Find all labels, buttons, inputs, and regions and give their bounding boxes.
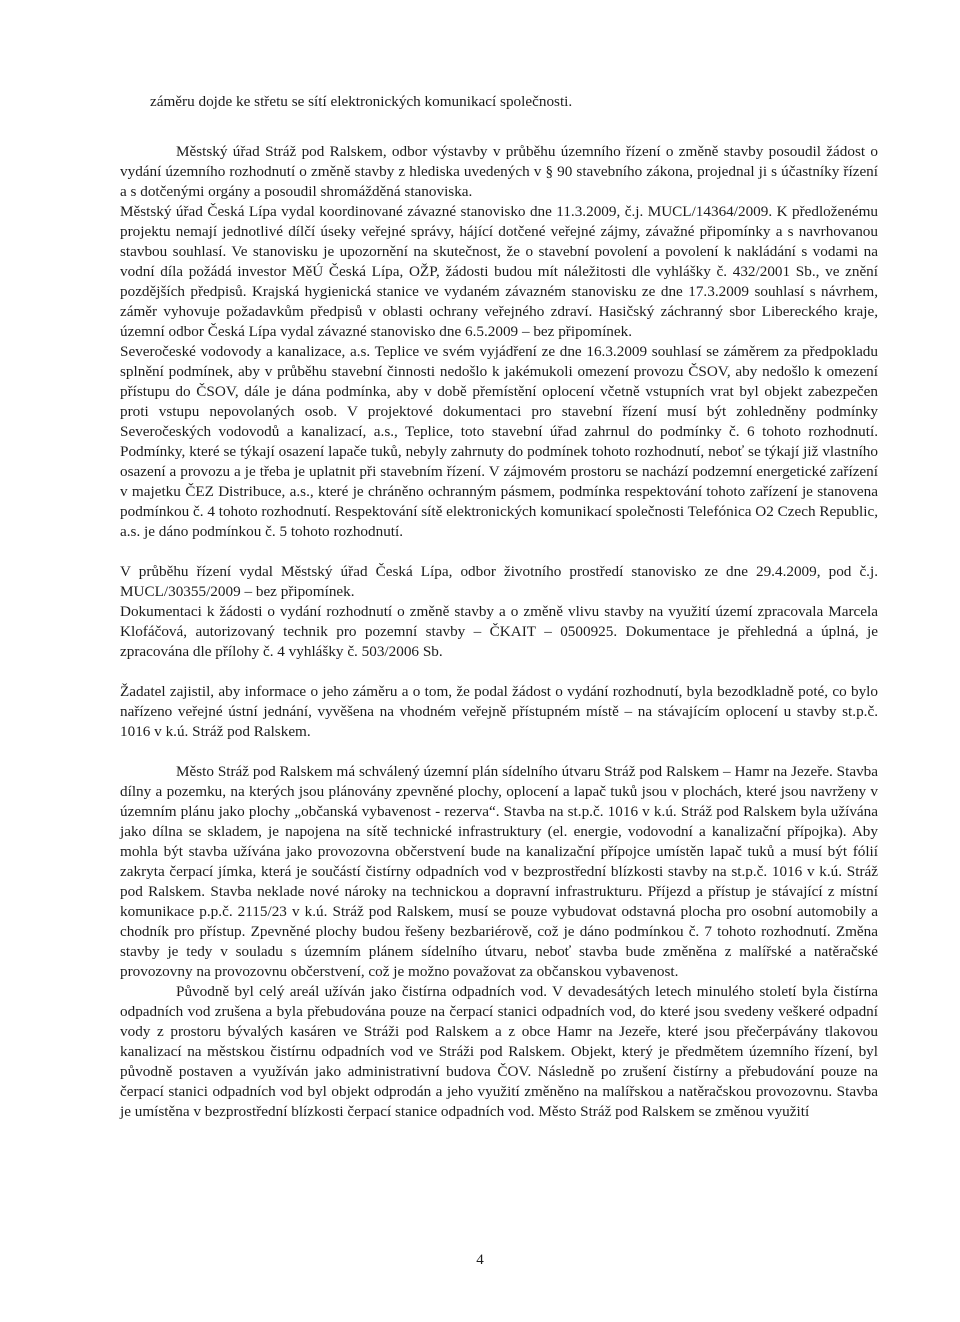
- paragraph-uzemni-plan: Město Stráž pod Ralskem má schválený územní plán sídelního útvaru Stráž pod Ralskem – Hamr na Jezeře. Stavba dílny a pozemku, na kterých jsou plánovány zpevněné plochy, oplocení a lapač tuků jsou v plochách, které jsou navrženy v územním plánu jako plochy „občanská vybavenost - rezerva“. Stavba na st.p.č. 1016 v k.ú. Stráž pod Ralskem byla užívána jako dílna se skladem, je napojena na sítě technické infrastruktury (el. energie, vodovodní a kanalizační přípojka). Aby mohla být stavba užívána jako provozovna občerstvení bude na kanalizační přípojce umístěn lapač tuků a musí být fólií zakryta čerpací jímka, která je součástí čistírny odpadních vod v bezprostřední blízkosti stavby na st.p.č. 1016 v k.ú. Stráž pod Ralskem. Stavba neklade nové nároky na technickou a dopravní infrastrukturu. Příjezd a přístup je stávající z místní komunikace p.p.č. 2115/23 v k.ú. Stráž pod Ralskem, musí se pouze vybudovat odstavná plocha pro osobní automobily a chodník pro přístup. Zpevněné plochy budou řešeny bezbariérově, což je dáno podmínkou č. 7 tohoto rozhodnutí. Změna stavby je tedy v souladu s územním plánem sídelního útvaru, neboť stavba bude změněna z malířské a natěračské provozovny na provozovnu občerstvení, což je možno považovat za občanskou vybavenost.: [120, 763, 878, 980]
- paragraph-intro-tail: záměru dojde ke střetu se sítí elektronických komunikací společnosti.: [150, 93, 573, 110]
- paragraph-dokumentace: Dokumentaci k žádosti o vydání rozhodnutí o změně stavby a o změně vlivu stavby na využití území zpracovala Marcela Klofáčová, autorizovaný technik pro pozemní stavby – ČKAIT – 0500925. Dokumentace je přehledná a úplná, je zpracována dle přílohy č. 4 vyhlášky č. 503/2006 Sb.: [120, 603, 878, 660]
- document-page: [120, 88, 878, 1248]
- paragraph-mesto-urad: Městský úřad Stráž pod Ralskem, odbor výstavby v průběhu územního řízení o změně stavby posoudil žádost o vydání územního rozhodnutí o změně stavby z hlediska uvedených v § 90 stavebního zákona, projednal ji s účastníky řízení a s dotčenými orgány a posoudil shromážděná stanoviska.: [120, 143, 878, 200]
- paragraph-vodovody: Severočeské vodovody a kanalizace, a.s. Teplice ve svém vyjádření ze dne 16.3.2009 souhlasí se záměrem za předpokladu splnění podmínek, aby v průběhu stavební činnosti nedošlo k jakémukoli omezení provozu ČSOV, aby nedošlo k omezení přístupu do ČSOV, dále je dána podmínka, aby v době přemístění oplocení včetně vstupních vrat byl objekt zabezpečen proti vstupu nepovolaných osob. V projektové dokumentaci pro stavební řízení musí být zohledněny podmínky Severočeských vodovodů a kanalizací, a.s., Teplice, toto stavební úřad zahrnul do podmínky č. 6 tohoto rozhodnutí. Podmínky, které se týkají osazení lapače tuků, nebyly zahrnuty do podmínek tohoto rozhodnutí, neboť se týkají již vlastního osazení a provozu a je třeba je uplatnit při stavebním řízení. V zájmovém prostoru se nachází podzemní energetické zařízení v majetku ČEZ Distribuce, a.s., které je chráněno ochranným pásmem, podmínka respektování tohoto zařízení je stanovena podmínkou č. 4 tohoto rozhodnutí. Respektování sítě elektronických komunikací společnosti Telefónica O2 Czech Republic, a.s. je dáno podmínkou č. 5 tohoto rozhodnutí.: [120, 343, 878, 540]
- paragraph-puvodne: Původně byl celý areál užíván jako čistírna odpadních vod. V devadesátých letech minulého století byla čistírna odpadních vod zrušena a byla přebudována pouze na čerpací stanici odpadních vod, do které jsou svedeny veškeré odpadní vody z prostoru bývalých kasáren ve Stráži pod Ralskem a z obce Hamr na Jezeře, které jsou přečerpávány tlakovou kanalizací na městskou čistírnu odpadních vod ve Stráži pod Ralskem. Objekt, který je předmětem územního řízení, byl původně postaven a využíván jako administrativní budova ČOV. Následně po zrušení čistírny a přebudování pouze na čerpací stanici odpadních vod byl objekt odprodán a jeho využití změněno na malířskou a natěračskou provozovnu. Stavba je umístěna v bezprostřední blízkosti čerpací stanice odpadních vod. Město Stráž pod Ralskem se změnou využití: [120, 983, 878, 1120]
- paragraph-zivotni-prostredi: V průběhu řízení vydal Městský úřad Česká Lípa, odbor životního prostředí stanovisko ze dne 29.4.2009, pod č.j. MUCL/30355/2009 – bez připomínek.: [120, 563, 878, 600]
- page-number: 4: [476, 1252, 484, 1268]
- paragraph-koordinovane-stanovisko: Městský úřad Česká Lípa vydal koordinované závazné stanovisko dne 11.3.2009, č.j. MUCL/14364/2009. K předloženému projektu nemají jednotlivé dílčí úseky veřejné správy, hájící dotčené veřejné zájmy, závažné připomínky a s navrhovanou stavbou souhlasí. Ve stanovisku je upozornění na skutečnost, že o stavební povolení a povolení k nakládání s vodami na vodní díla požádá investor MěÚ Česká Lípa, OŽP, žádosti budou mít náležitosti dle vyhlášky č. 432/2001 Sb., ve znění pozdějších předpisů. Krajská hygienická stanice ve vydaném závazném stanovisku ze dne 17.3.2009 souhlasí s návrhem, záměr vyhovuje požadavkům předpisů v oblasti ochrany veřejného zdraví. Hasičský záchranný sbor Libereckého kraje, územní odbor Česká Lípa vydal závazné stanovisko dne 6.5.2009 – bez připomínek.: [120, 203, 878, 340]
- paragraph-zadatel: Žadatel zajistil, aby informace o jeho záměru a o tom, že podal žádost o vydání rozhodnutí, byla bezodkladně poté, co bylo nařízeno veřejné ústní jednání, vyvěšena na vhodném veřejně přístupném místě – na stávajícím oplocení u stavby st.p.č. 1016 v k.ú. Stráž pod Ralskem.: [120, 683, 878, 740]
